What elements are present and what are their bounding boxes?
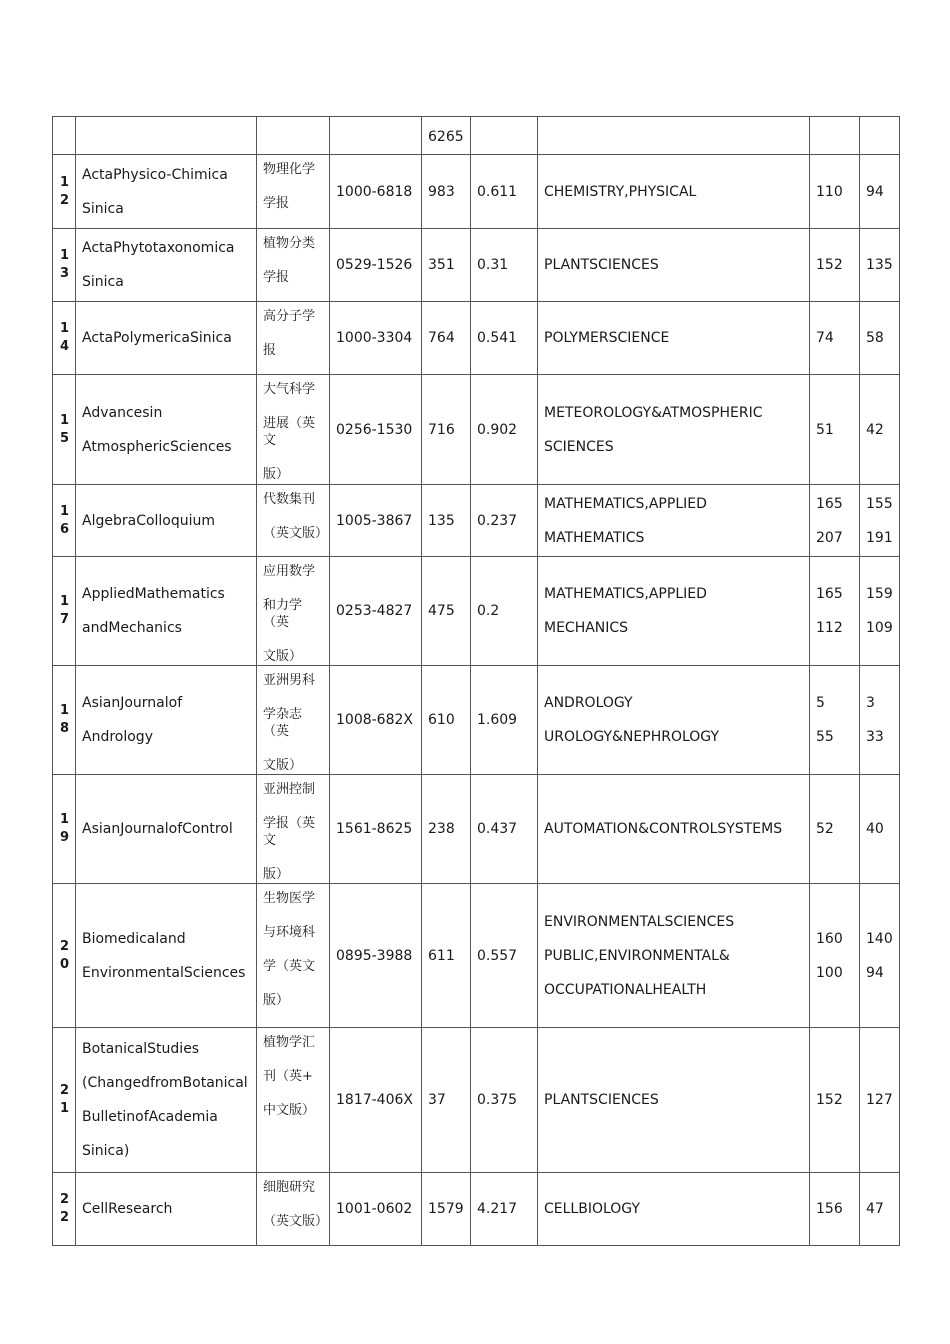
rank-1 xyxy=(810,155,860,229)
journal-table xyxy=(52,116,900,1246)
table-row xyxy=(53,117,900,155)
impact-factor: 1.609 xyxy=(471,666,538,775)
journal-title xyxy=(76,1028,257,1173)
cell-line: 物理化学 xyxy=(263,162,316,177)
cell-line: AppliedMathematics xyxy=(82,586,225,602)
issn: 1561-8625 xyxy=(330,775,422,884)
chinese-title xyxy=(257,557,330,666)
cell-line: METEOROLOGY&ATMOSPHERIC xyxy=(544,404,763,421)
rank-2 xyxy=(860,302,900,375)
cell-line: （英文版） xyxy=(263,526,329,541)
cell-line: ActaPhysico-Chimica xyxy=(82,166,228,183)
cell-line: 155 xyxy=(866,495,893,512)
table-row xyxy=(53,666,900,775)
cell-line: SCIENCES xyxy=(544,438,614,455)
citations: 716 xyxy=(422,375,471,485)
cell-line: 代数集刊 xyxy=(263,492,316,507)
impact-factor: 0.902 xyxy=(471,375,538,485)
cell-line: 94 xyxy=(866,183,884,200)
citations: 611 xyxy=(422,884,471,1028)
rank-2 xyxy=(860,1173,900,1246)
table-row xyxy=(53,229,900,302)
subject-categories xyxy=(538,229,810,302)
cell-line: 5 xyxy=(816,695,825,711)
cell-line: Sinica xyxy=(82,200,124,217)
cell-line: 学报 xyxy=(263,270,290,285)
citations: 983 xyxy=(422,155,471,229)
row-number xyxy=(53,302,76,375)
cell-line: AsianJournalof xyxy=(82,695,183,711)
cell-line: 94 xyxy=(866,964,884,981)
cell-line: 109 xyxy=(866,620,893,636)
cell-line: 165 xyxy=(816,495,843,512)
rank-1 xyxy=(810,117,860,155)
row-number xyxy=(53,117,76,155)
issn: 1000-3304 xyxy=(330,302,422,375)
cell-line: 植物学汇 xyxy=(263,1035,316,1050)
cell-line: CELLBIOLOGY xyxy=(544,1201,640,1217)
rank-1 xyxy=(810,557,860,666)
cell-line: 与环境科 xyxy=(263,925,316,940)
subject-categories xyxy=(538,375,810,485)
cell-line: MECHANICS xyxy=(544,620,629,636)
chinese-title xyxy=(257,375,330,485)
table-row xyxy=(53,557,900,666)
issn: 1817-406X xyxy=(330,1028,422,1173)
row-number-text: 13 xyxy=(60,248,70,281)
row-number-text: 21 xyxy=(60,1083,70,1116)
cell-line: （英文版） xyxy=(263,1214,329,1229)
subject-categories xyxy=(538,117,810,155)
issn: 0256-1530 xyxy=(330,375,422,485)
cell-line: 51 xyxy=(816,421,834,438)
citations: 37 xyxy=(422,1028,471,1173)
rank-2 xyxy=(860,666,900,775)
cell-line: 高分子学 xyxy=(263,309,316,324)
rank-2 xyxy=(860,375,900,485)
citations: 764 xyxy=(422,302,471,375)
cell-line: 52 xyxy=(816,821,834,837)
row-number-text: 12 xyxy=(60,174,70,208)
chinese-title xyxy=(257,1028,330,1173)
rank-1 xyxy=(810,775,860,884)
row-number-text: 20 xyxy=(60,938,70,972)
cell-line: BulletinofAcademia xyxy=(82,1109,218,1125)
cell-line: 58 xyxy=(866,330,884,346)
rank-1 xyxy=(810,375,860,485)
chinese-title xyxy=(257,666,330,775)
cell-line: 学报（英文 xyxy=(263,816,316,848)
subject-categories xyxy=(538,557,810,666)
cell-line: 140 xyxy=(866,930,893,947)
rank-1 xyxy=(810,1028,860,1173)
citations: 351 xyxy=(422,229,471,302)
cell-line: Sinica) xyxy=(82,1143,130,1159)
row-number-text: 17 xyxy=(60,594,70,627)
impact-factor: 0.2 xyxy=(471,557,538,666)
row-number xyxy=(53,375,76,485)
impact-factor: 0.541 xyxy=(471,302,538,375)
cell-line: AsianJournalofControl xyxy=(82,821,233,837)
table-row xyxy=(53,884,900,1028)
cell-line: ANDROLOGY xyxy=(544,695,633,711)
chinese-title xyxy=(257,775,330,884)
rank-2 xyxy=(860,229,900,302)
cell-line: Biomedicaland xyxy=(82,930,186,947)
row-number-text: 15 xyxy=(60,412,70,446)
cell-line: 3 xyxy=(866,695,875,711)
cell-line: 74 xyxy=(816,330,834,346)
cell-line: AlgebraColloquium xyxy=(82,512,216,529)
row-number-text: 19 xyxy=(60,812,70,845)
rank-1 xyxy=(810,485,860,557)
cell-line: 55 xyxy=(816,729,834,745)
cell-line: 学杂志（英 xyxy=(263,707,303,739)
cell-line: 版） xyxy=(263,467,290,482)
cell-line: MATHEMATICS,APPLIED xyxy=(544,586,707,602)
row-number xyxy=(53,666,76,775)
impact-factor: 0.611 xyxy=(471,155,538,229)
table-row xyxy=(53,1028,900,1173)
row-number xyxy=(53,229,76,302)
journal-title xyxy=(76,117,257,155)
citations: 475 xyxy=(422,557,471,666)
cell-line: Sinica xyxy=(82,274,124,290)
cell-line: 100 xyxy=(816,964,843,981)
row-number xyxy=(53,1173,76,1246)
cell-line: (ChangedfromBotanical xyxy=(82,1075,248,1091)
cell-line: 生物医学 xyxy=(263,891,316,906)
impact-factor: 0.437 xyxy=(471,775,538,884)
journal-title xyxy=(76,155,257,229)
cell-line: 110 xyxy=(816,183,843,200)
cell-line: 160 xyxy=(816,930,843,947)
row-number-text: 16 xyxy=(60,503,70,537)
cell-line: 165 xyxy=(816,586,843,602)
cell-line: 和力学（英 xyxy=(263,598,303,630)
table-body xyxy=(53,117,900,1246)
cell-line: 学（英文 xyxy=(263,959,316,974)
impact-factor: 4.217 xyxy=(471,1173,538,1246)
rank-2 xyxy=(860,884,900,1028)
issn: 0895-3988 xyxy=(330,884,422,1028)
impact-factor: 0.237 xyxy=(471,485,538,557)
table-row xyxy=(53,375,900,485)
subject-categories xyxy=(538,1173,810,1246)
row-number-text: 18 xyxy=(60,703,70,736)
cell-line: 细胞研究 xyxy=(263,1180,316,1195)
subject-categories xyxy=(538,884,810,1028)
chinese-title xyxy=(257,155,330,229)
citations: 1579 xyxy=(422,1173,471,1246)
citations: 6265 xyxy=(422,117,471,155)
issn: 0253-4827 xyxy=(330,557,422,666)
issn: 1008-682X xyxy=(330,666,422,775)
rank-1 xyxy=(810,302,860,375)
chinese-title xyxy=(257,117,330,155)
chinese-title xyxy=(257,884,330,1028)
cell-line: 207 xyxy=(816,529,843,546)
cell-line: 152 xyxy=(816,1092,843,1108)
impact-factor: 0.557 xyxy=(471,884,538,1028)
cell-line: 版） xyxy=(263,867,290,882)
journal-title xyxy=(76,302,257,375)
cell-line: 40 xyxy=(866,821,884,837)
cell-line: 47 xyxy=(866,1201,884,1217)
journal-title xyxy=(76,229,257,302)
impact-factor: 0.375 xyxy=(471,1028,538,1173)
cell-line: 学报 xyxy=(263,196,290,211)
cell-line: CellResearch xyxy=(82,1201,173,1217)
rank-2 xyxy=(860,155,900,229)
cell-line: PUBLIC,ENVIRONMENTAL& xyxy=(544,947,730,964)
cell-line: 报 xyxy=(263,343,277,358)
cell-line: 进展（英文 xyxy=(263,416,316,448)
journal-title xyxy=(76,375,257,485)
row-number xyxy=(53,485,76,557)
citations: 610 xyxy=(422,666,471,775)
rank-1 xyxy=(810,666,860,775)
cell-line: andMechanics xyxy=(82,620,182,636)
chinese-title xyxy=(257,302,330,375)
cell-line: AtmosphericSciences xyxy=(82,438,232,455)
rank-2 xyxy=(860,557,900,666)
cell-line: 植物分类 xyxy=(263,236,316,251)
cell-line: 刊（英+ xyxy=(263,1069,313,1084)
rank-1 xyxy=(810,229,860,302)
subject-categories xyxy=(538,666,810,775)
issn xyxy=(330,117,422,155)
issn: 1001-0602 xyxy=(330,1173,422,1246)
cell-line: 应用数学 xyxy=(263,564,316,579)
cell-line: 152 xyxy=(816,257,843,273)
chinese-title xyxy=(257,485,330,557)
cell-line: 159 xyxy=(866,586,893,602)
cell-line: MATHEMATICS,APPLIED xyxy=(544,495,707,512)
rank-2 xyxy=(860,485,900,557)
cell-line: 127 xyxy=(866,1092,893,1108)
cell-line: 135 xyxy=(866,257,893,273)
cell-line: AUTOMATION&CONTROLSYSTEMS xyxy=(544,821,783,837)
rank-2 xyxy=(860,1028,900,1173)
issn: 1005-3867 xyxy=(330,485,422,557)
cell-line: UROLOGY&NEPHROLOGY xyxy=(544,729,719,745)
cell-line: 42 xyxy=(866,421,884,438)
cell-line: 亚洲控制 xyxy=(263,782,316,797)
cell-line: POLYMERSCIENCE xyxy=(544,330,670,346)
journal-title xyxy=(76,884,257,1028)
citations: 135 xyxy=(422,485,471,557)
rank-2 xyxy=(860,775,900,884)
cell-line: CHEMISTRY,PHYSICAL xyxy=(544,183,697,200)
table-row xyxy=(53,775,900,884)
chinese-title xyxy=(257,229,330,302)
impact-factor xyxy=(471,117,538,155)
cell-line: 文版） xyxy=(263,758,303,773)
cell-line: ActaPhytotaxonomica xyxy=(82,240,235,256)
journal-title xyxy=(76,557,257,666)
subject-categories xyxy=(538,302,810,375)
row-number xyxy=(53,155,76,229)
cell-line: PLANTSCIENCES xyxy=(544,257,659,273)
table-row xyxy=(53,155,900,229)
row-number xyxy=(53,1028,76,1173)
row-number xyxy=(53,884,76,1028)
subject-categories xyxy=(538,1028,810,1173)
subject-categories xyxy=(538,155,810,229)
table-row xyxy=(53,1173,900,1246)
cell-line: 191 xyxy=(866,529,893,546)
cell-line: BotanicalStudies xyxy=(82,1041,200,1057)
rank-2 xyxy=(860,117,900,155)
cell-line: OCCUPATIONALHEALTH xyxy=(544,981,707,998)
issn: 1000-6818 xyxy=(330,155,422,229)
rank-1 xyxy=(810,884,860,1028)
cell-line: ActaPolymericaSinica xyxy=(82,330,232,346)
journal-title xyxy=(76,1173,257,1246)
table-row xyxy=(53,485,900,557)
cell-line: 版） xyxy=(263,993,290,1008)
impact-factor: 0.31 xyxy=(471,229,538,302)
cell-line: Advancesin xyxy=(82,404,163,421)
cell-line: 大气科学 xyxy=(263,382,316,397)
citations: 238 xyxy=(422,775,471,884)
cell-line: PLANTSCIENCES xyxy=(544,1092,659,1108)
cell-line: MATHEMATICS xyxy=(544,529,645,546)
cell-line: 文版） xyxy=(263,649,303,664)
cell-line: 亚洲男科 xyxy=(263,673,316,688)
cell-line: 156 xyxy=(816,1201,843,1217)
subject-categories xyxy=(538,485,810,557)
chinese-title xyxy=(257,1173,330,1246)
cell-line: EnvironmentalSciences xyxy=(82,964,246,981)
cell-line: 33 xyxy=(866,729,884,745)
journal-title xyxy=(76,775,257,884)
row-number-text: 14 xyxy=(60,321,70,354)
table-row xyxy=(53,302,900,375)
row-number xyxy=(53,557,76,666)
cell-line: Andrology xyxy=(82,729,153,745)
rank-1 xyxy=(810,1173,860,1246)
issn: 0529-1526 xyxy=(330,229,422,302)
journal-title xyxy=(76,485,257,557)
subject-categories xyxy=(538,775,810,884)
cell-line: ENVIRONMENTALSCIENCES xyxy=(544,913,735,930)
cell-line: 112 xyxy=(816,620,843,636)
row-number-text: 22 xyxy=(60,1192,70,1225)
row-number xyxy=(53,775,76,884)
journal-title xyxy=(76,666,257,775)
cell-line: 中文版） xyxy=(263,1103,316,1118)
